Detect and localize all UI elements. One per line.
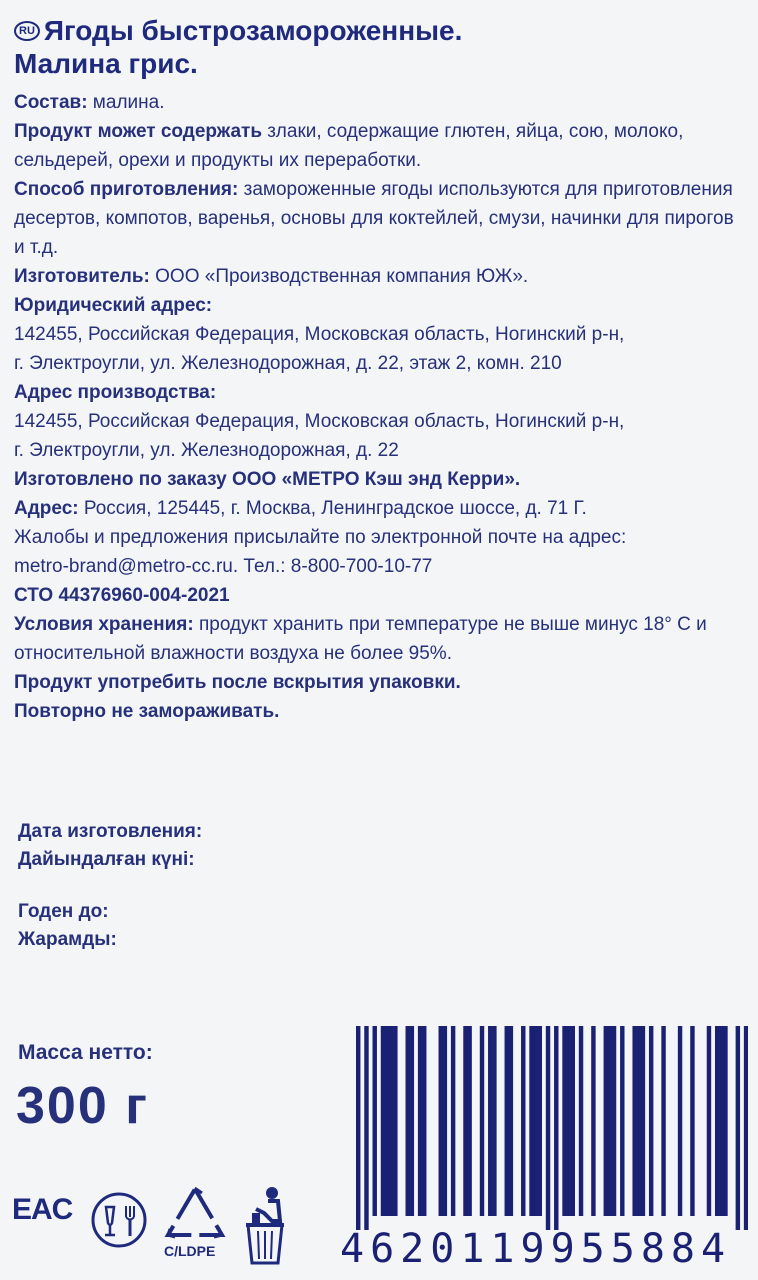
barcode-bar bbox=[467, 1026, 471, 1216]
product-title bbox=[14, 14, 744, 80]
barcode-bar bbox=[488, 1026, 492, 1216]
manufacturer: Изготовитель: ООО «Производственная компания ЮЖ». bbox=[14, 266, 529, 287]
barcode-bar bbox=[509, 1026, 513, 1216]
production-address-label: Адрес производства: bbox=[14, 382, 217, 403]
barcode-bar bbox=[533, 1026, 537, 1216]
barcode-bar bbox=[649, 1026, 653, 1216]
warning-line-1: Продукт употребить после вскрытия упаковки. bbox=[14, 672, 461, 693]
barcode-bar bbox=[385, 1026, 389, 1216]
barcode-bar bbox=[480, 1026, 484, 1216]
legal-address-label: Юридический адрес: bbox=[14, 295, 213, 316]
net-mass-value: 300 г bbox=[16, 1077, 149, 1135]
barcode-bar bbox=[604, 1026, 608, 1216]
composition: Состав: малина. bbox=[14, 92, 165, 113]
title-line-1: Ягоды быстрозамороженные. bbox=[43, 15, 463, 46]
tidyman-bin-icon bbox=[238, 1185, 290, 1265]
barcode-bar bbox=[418, 1026, 422, 1216]
barcode-bar bbox=[546, 1026, 550, 1230]
barcode-bar bbox=[521, 1026, 525, 1216]
production-address-line-1: 142455, Российская Федерация, Московская область, Ногинский р-н, bbox=[14, 411, 625, 432]
allergens: Продукт может содержать злаки, содержащие глютен, яйца, сою, молоко, сельдерей, орехи и продукты их переработки. bbox=[14, 121, 684, 171]
barcode-bar bbox=[393, 1026, 397, 1216]
warning-line-2: Повторно не замораживать. bbox=[14, 701, 280, 722]
barcode-bar bbox=[364, 1026, 368, 1230]
barcode-bar bbox=[661, 1026, 665, 1216]
title-line-2: Малина грис. bbox=[14, 48, 198, 79]
production-address-line-2: г. Электроугли, ул. Железнодорожная, д. 22 bbox=[14, 440, 399, 461]
ordered-by: Изготовлено по заказу ООО «МЕТРО Кэш энд Керри». bbox=[14, 469, 521, 490]
barcode-bar bbox=[492, 1026, 496, 1216]
barcode-bar bbox=[505, 1026, 509, 1216]
barcode-bar bbox=[439, 1026, 443, 1216]
legal-address-line-1: 142455, Российская Федерация, Московская область, Ногинский р-н, bbox=[14, 324, 625, 345]
complaints-line-1: Жалобы и предложения присылайте по электронной почте на адрес: bbox=[14, 527, 627, 548]
recycle-code: C/LDPE bbox=[164, 1243, 216, 1259]
barcode-bar bbox=[678, 1026, 682, 1216]
barcode-bar bbox=[723, 1026, 727, 1216]
manufacture-date-ru: Дата изготовления: bbox=[18, 821, 203, 842]
barcode-bar bbox=[637, 1026, 641, 1216]
eac-mark-icon: EAC bbox=[12, 1193, 73, 1226]
barcode-bar bbox=[641, 1026, 645, 1216]
glass-fork-icon bbox=[90, 1191, 148, 1249]
barcode-bar bbox=[566, 1026, 570, 1216]
barcode-bar bbox=[620, 1026, 624, 1216]
barcode-bar bbox=[406, 1026, 410, 1216]
address: Адрес: Россия, 125445, г. Москва, Ленинградское шоссе, д. 71 Г. bbox=[14, 498, 587, 519]
barcode-bar bbox=[389, 1026, 393, 1216]
barcode-bar bbox=[451, 1026, 455, 1216]
barcode-bar bbox=[736, 1026, 740, 1230]
ru-badge: RU bbox=[14, 21, 40, 41]
preparation: Способ приготовления: замороженные ягоды используются для приготовления десертов, компотов, варенья, основы для коктейлей, смузи, начинки для пирогов и т.д. bbox=[14, 179, 734, 258]
barcode-bar bbox=[571, 1026, 575, 1216]
barcode-bar bbox=[719, 1026, 723, 1216]
expiry-date-kz: Жарамды: bbox=[18, 929, 117, 950]
net-mass-label: Масса нетто: bbox=[18, 1041, 153, 1064]
recycle-icon bbox=[162, 1185, 228, 1243]
barcode-bar bbox=[381, 1026, 385, 1216]
manufacture-date-kz: Дайындалған күні: bbox=[18, 849, 195, 870]
barcode-bar bbox=[608, 1026, 612, 1216]
legal-address-line-2: г. Электроугли, ул. Железнодорожная, д. 22, этаж 2, комн. 210 bbox=[14, 353, 562, 374]
barcode-bar bbox=[707, 1026, 711, 1216]
barcode-bar bbox=[612, 1026, 616, 1216]
barcode-digits: 4620119955884 bbox=[340, 1226, 732, 1272]
expiry-date-ru: Годен до: bbox=[18, 901, 109, 922]
barcode-bar bbox=[632, 1026, 636, 1216]
barcode-bar bbox=[744, 1026, 748, 1230]
barcode-bar bbox=[690, 1026, 694, 1216]
complaints-line-2: metro-brand@metro-cc.ru. Тел.: 8-800-700-10-77 bbox=[14, 556, 433, 577]
certification-icons bbox=[12, 1185, 332, 1265]
barcode-bar bbox=[579, 1026, 583, 1216]
barcode-bar bbox=[538, 1026, 542, 1216]
standard: СТО 44376960-004-2021 bbox=[14, 585, 230, 606]
barcode bbox=[356, 1026, 748, 1230]
barcode-bar bbox=[356, 1026, 360, 1230]
barcode-bar bbox=[463, 1026, 467, 1216]
barcode-bar bbox=[529, 1026, 533, 1216]
label-body bbox=[14, 88, 749, 726]
barcode-bar bbox=[715, 1026, 719, 1216]
barcode-bar bbox=[422, 1026, 426, 1216]
barcode-bar bbox=[410, 1026, 414, 1216]
barcode-bar bbox=[373, 1026, 377, 1216]
barcode-bar bbox=[443, 1026, 447, 1216]
expiry-date-block bbox=[18, 898, 117, 954]
barcode-bar bbox=[562, 1026, 566, 1216]
manufacture-date-block bbox=[18, 818, 202, 874]
storage: Условия хранения: продукт хранить при температуре не выше минус 18° С и относительной влажности воздуха не более 95%. bbox=[14, 614, 707, 664]
barcode-bar bbox=[554, 1026, 558, 1230]
barcode-bar bbox=[591, 1026, 595, 1216]
